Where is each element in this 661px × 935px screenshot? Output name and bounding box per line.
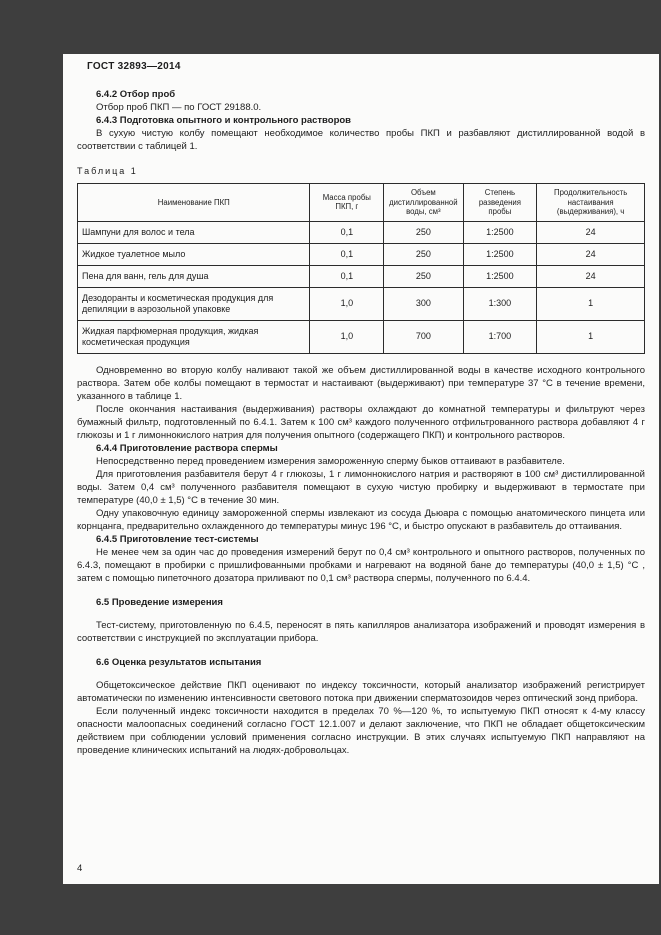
table-cell: 250 xyxy=(384,221,463,243)
table-header-cell: Степень разведения пробы xyxy=(463,184,537,222)
table-cell: Жидкая парфюмерная продукция, жидкая косметическая продукция xyxy=(78,320,310,353)
paragraph: Одновременно во вторую колбу наливают такой же объем дистиллированной воды в качестве исходного контрольного раствора. Затем обе колбы помещают в термостат и настаивают (выдерживают) при температуре 37 °С в течение времени, указанного в таблице 1. xyxy=(77,364,645,402)
table-cell: 1:700 xyxy=(463,320,537,353)
paragraph: Не менее чем за один час до проведения измерений берут по 0,4 см³ контрольного и опытного растворов, полученных по 6.4.3, помещают в пробирки с пришлифованными пробками и нагревают на водяной бане до температуры (40,0 ± 1,5) °С , затем с помощью пипеточного дозатора приливают по 0,1 см³ раствора спермы, полученного по 6.4.4. xyxy=(77,546,645,584)
table-cell: 1,0 xyxy=(310,320,384,353)
document-page xyxy=(63,54,659,884)
table-cell: 0,1 xyxy=(310,221,384,243)
subsection-heading: 6.4.3 Подготовка опытного и контрольного растворов xyxy=(96,115,352,126)
paragraph: После окончания настаивания (выдерживания) растворы охлаждают до комнатной температуры и фильтруют через бумажный фильтр, подготовленный по 6.4.1. Затем к 100 см³ каждого полученного отфильтрованного раствора добавляют 4 г глюкозы и 1 г лимоннокислого натрия для получения опытного (содержащего ПКП) и контрольного растворов. xyxy=(77,403,645,441)
table-cell: 1 xyxy=(537,287,645,320)
section-heading: 6.5 Проведение измерения xyxy=(96,596,223,608)
table-header-cell: Наименование ПКП xyxy=(78,184,310,222)
table-cell: 0,1 xyxy=(310,265,384,287)
section-heading: 6.6 Оценка результатов испытания xyxy=(96,656,262,668)
paragraph: Непосредственно перед проведением измерения замороженную сперму быков оттаивают в разбавителе. xyxy=(96,455,565,467)
table-cell: 300 xyxy=(384,287,463,320)
table-cell: 700 xyxy=(384,320,463,353)
table-cell: 24 xyxy=(537,243,645,265)
paragraph: Если полученный индекс токсичности находится в пределах 70 %—120 %, то испытуемую ПКП относят к 4-му классу опасности малоопасных соединений согласно ГОСТ 12.1.007 и делают заключение, что ПКП не обладает общетоксическим действием при соблюдении условий применения согласно инструкции. В этих случаях испытуемую ПКП направляют на проведение клинических испытаний на людях-добровольцах. xyxy=(77,705,645,756)
table-header-cell: Объем дистиллированной воды, см³ xyxy=(384,184,463,222)
paragraph: Одну упаковочную единицу замороженной спермы извлекают из сосуда Дьюара с помощью анатомического пинцета или корнцанга, предварительно охлажденного до температуры минус 196 °С, и быстро опускают в разбавитель до оттаивания. xyxy=(77,507,645,532)
table-cell: 250 xyxy=(384,265,463,287)
table-cell: 1:300 xyxy=(463,287,537,320)
table-row xyxy=(78,287,645,320)
paragraph: Отбор проб ПКП — по ГОСТ 29188.0. xyxy=(96,102,262,113)
table-cell: 1,0 xyxy=(310,287,384,320)
table-row xyxy=(78,243,645,265)
table-cell: 24 xyxy=(537,265,645,287)
table-cell: Дезодоранты и косметическая продукция для депиляции в аэрозольной упаковке xyxy=(78,287,310,320)
table-cell: 1 xyxy=(537,320,645,353)
table-cell: 1:2500 xyxy=(463,265,537,287)
table-caption: Таблица 1 xyxy=(77,166,138,176)
table-cell: Шампуни для волос и тела xyxy=(78,221,310,243)
paragraph: Общетоксическое действие ПКП оценивают по индексу токсичности, который анализатор изображений регистрирует автоматически по изменению интенсивности светового потока при движении сперматозоидов через оптический зонд прибора. xyxy=(77,679,645,704)
subsection-heading: 6.4.4 Приготовление раствора спермы xyxy=(96,442,278,454)
table-header-row xyxy=(78,184,645,222)
table-cell: 1:2500 xyxy=(463,221,537,243)
subsection-heading: 6.4.2 Отбор проб xyxy=(96,89,176,100)
table-header-cell: Масса пробы ПКП, г xyxy=(310,184,384,222)
page-number: 4 xyxy=(77,863,83,874)
table-cell: 0,1 xyxy=(310,243,384,265)
paragraph: Для приготовления разбавителя берут 4 г глюкозы, 1 г лимоннокислого натрия и растворяют в 100 см³ дистиллированной воды. Затем 0,4 см³ полученного разбавителя помещают в сухую чистую пробирку и выдерживают в термостате при температуре (40,0 ± 1,5) °С в течение 30 мин. xyxy=(77,468,645,506)
paragraph: В сухую чистую колбу помещают необходимое количество пробы ПКП и разбавляют дистиллированной водой в соответствии с таблицей 1. xyxy=(77,128,645,152)
paragraph: Тест-систему, приготовленную по 6.4.5, переносят в пять капилляров анализатора изображений и проводят измерения в соответствии с инструкцией по эксплуатации прибора. xyxy=(77,619,645,644)
samples-table xyxy=(77,183,645,354)
subsection-heading: 6.4.5 Приготовление тест-системы xyxy=(96,533,259,545)
table-header-cell: Продолжительность настаивания (выдерживания), ч xyxy=(537,184,645,222)
table-cell: 1:2500 xyxy=(463,243,537,265)
table-cell: Жидкое туалетное мыло xyxy=(78,243,310,265)
document-header: ГОСТ 32893—2014 xyxy=(87,61,181,72)
table-cell: 24 xyxy=(537,221,645,243)
table-cell: Пена для ванн, гель для душа xyxy=(78,265,310,287)
table-cell: 250 xyxy=(384,243,463,265)
table-row xyxy=(78,221,645,243)
table-row xyxy=(78,265,645,287)
document-body xyxy=(77,88,645,757)
table-row xyxy=(78,320,645,353)
